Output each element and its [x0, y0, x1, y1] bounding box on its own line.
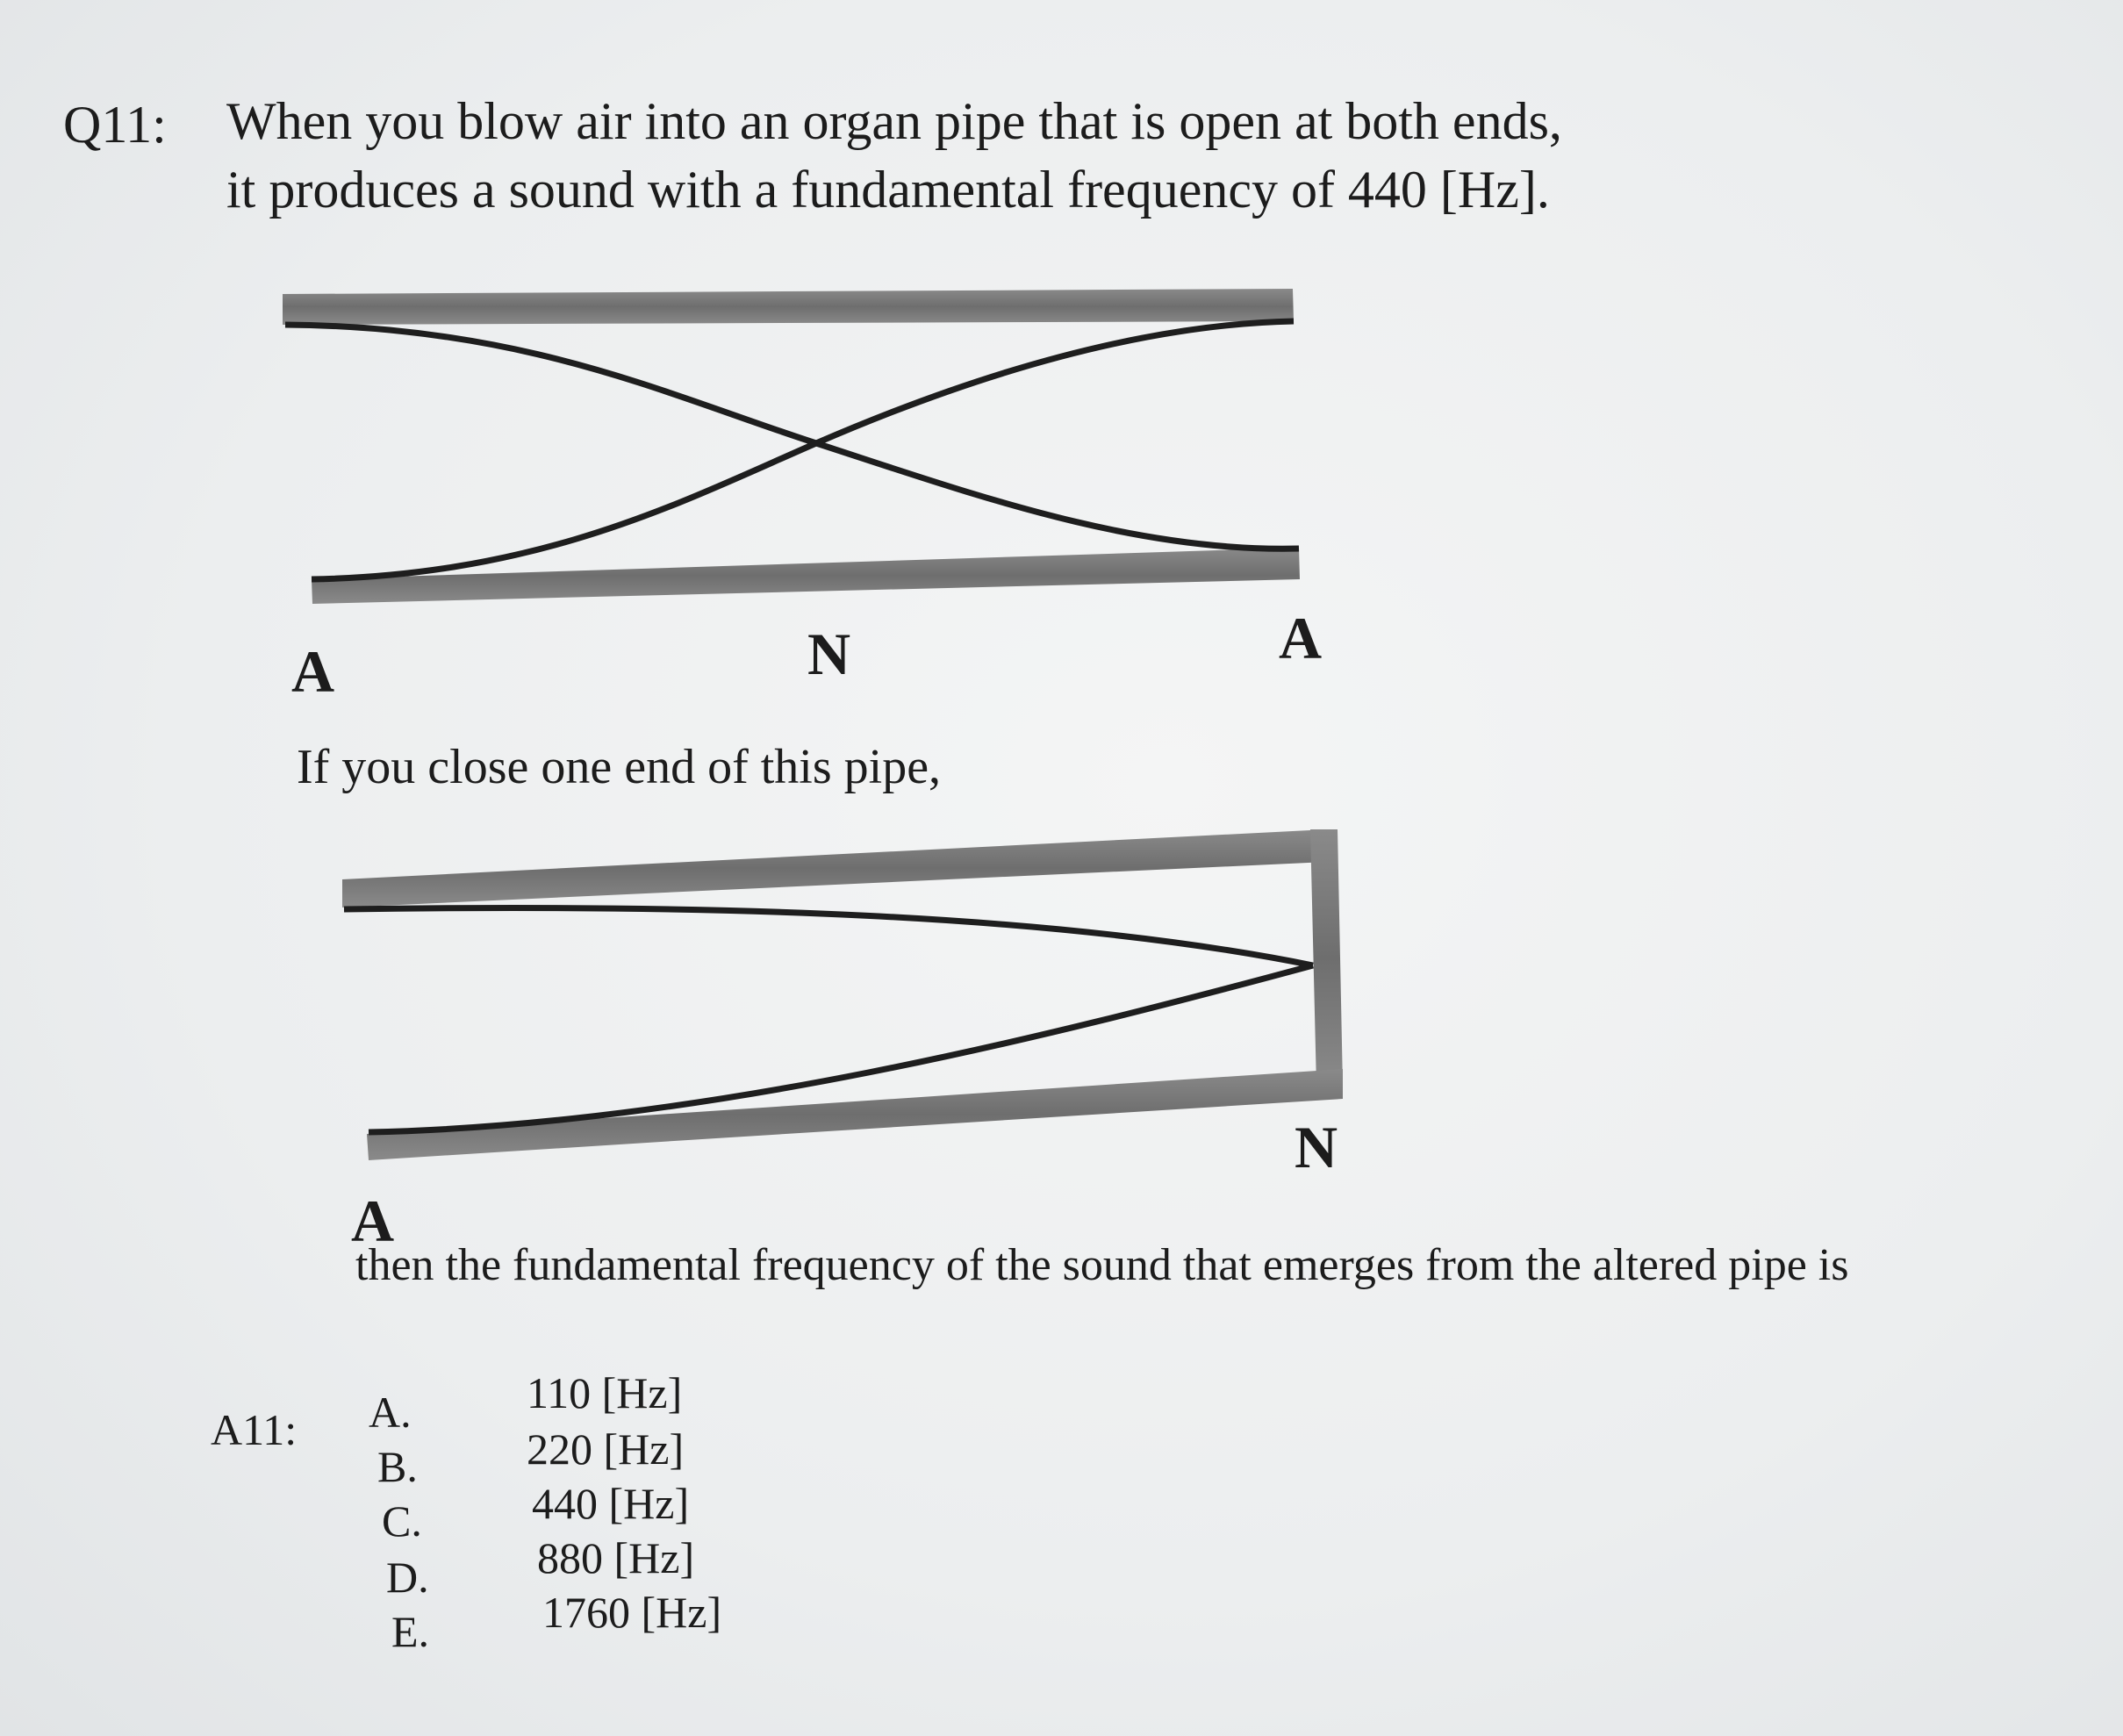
question-number: Q11: — [63, 96, 167, 154]
open-pipe-left-antinode-label: A — [291, 638, 335, 705]
choice-a-value: 110 [Hz] — [527, 1368, 683, 1417]
closed-pipe-left-antinode-label: A — [351, 1187, 395, 1254]
choice-b-value: 220 [Hz] — [527, 1424, 685, 1474]
choice-a-letter: A. — [369, 1388, 412, 1437]
question-prompt-text: then the fundamental frequency of the sound that emerges from the altered pipe is — [355, 1240, 1849, 1290]
closed-pipe-top-wall — [342, 829, 1327, 907]
transition-text: If you close one end of this pipe, — [297, 740, 942, 794]
closed-pipe-end-cap — [1310, 829, 1343, 1087]
choice-d-letter: D. — [386, 1553, 429, 1602]
choice-e-letter: E. — [391, 1607, 430, 1656]
choice-c-letter: C. — [382, 1496, 422, 1546]
closed-pipe-wave-1 — [344, 907, 1313, 965]
open-pipe-middle-node-label: N — [807, 621, 851, 687]
open-pipe-right-antinode-label: A — [1279, 605, 1323, 671]
closed-pipe-bottom-wall — [367, 1069, 1343, 1160]
closed-pipe-right-node-label: N — [1295, 1114, 1338, 1180]
choice-b-letter: B. — [377, 1442, 418, 1491]
answer-number: A11: — [211, 1405, 298, 1454]
question-text-line-2: it produces a sound with a fundamental frequency of 440 [Hz]. — [226, 161, 1550, 219]
question-text-line-1: When you blow air into an organ pipe that is open at both ends, — [226, 92, 1562, 150]
choice-c-value: 440 [Hz] — [532, 1479, 690, 1528]
choice-e-value: 1760 [Hz] — [542, 1588, 722, 1637]
choice-d-value: 880 [Hz] — [537, 1533, 695, 1582]
